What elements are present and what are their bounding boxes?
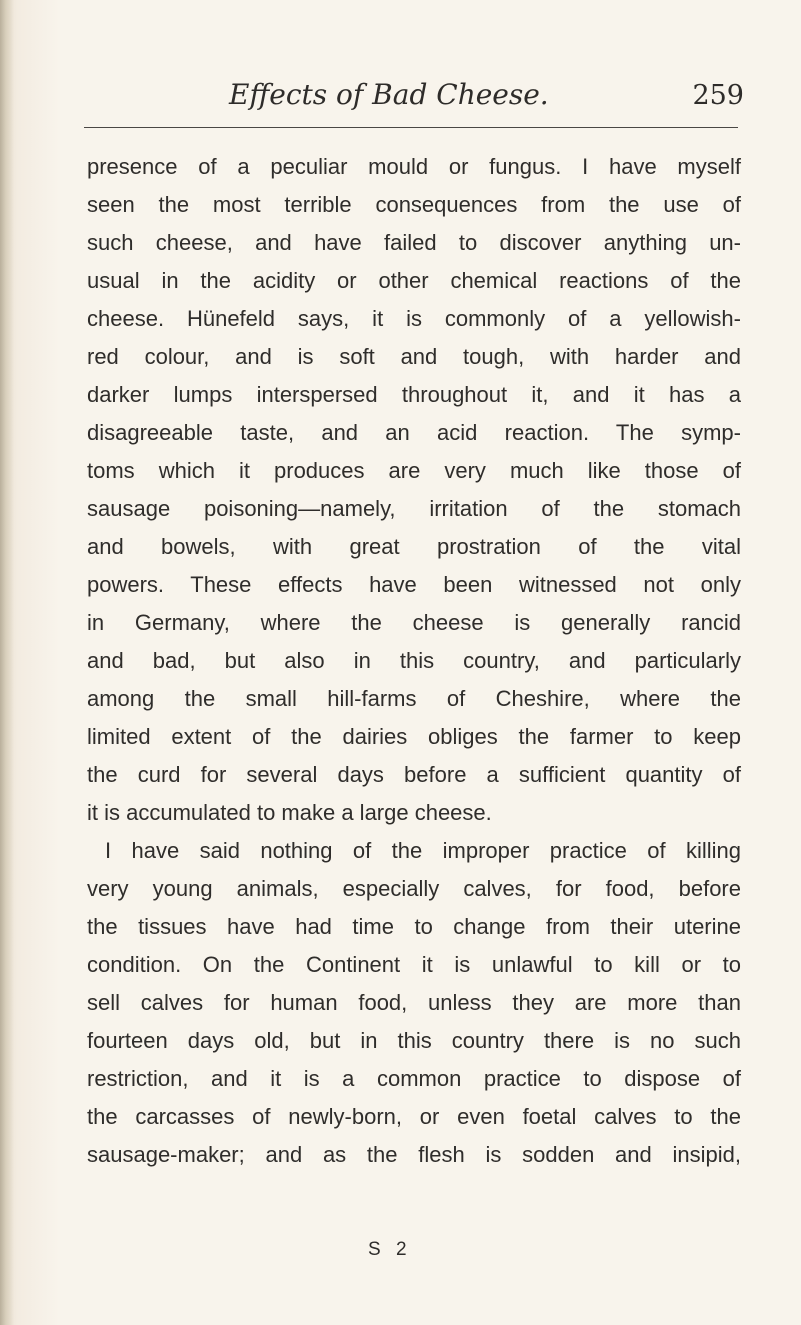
text-line: sausage poisoning—namely, irritation of the stomach — [87, 496, 741, 521]
body-text — [87, 148, 741, 1174]
text-line: it is accumulated to make a large cheese. — [87, 800, 492, 825]
header-rule — [84, 127, 738, 128]
text-line: very young animals, especially calves, for food, before — [87, 876, 741, 901]
text-line: fourteen days old, but in this country there is no such — [87, 1028, 741, 1053]
text-line: the carcasses of newly-born, or even foetal calves to the — [87, 1104, 741, 1129]
text-line: seen the most terrible consequences from the use of — [87, 192, 741, 217]
text-line: usual in the acidity or other chemical reactions of the — [87, 268, 741, 293]
text-line: among the small hill-farms of Cheshire, where the — [87, 686, 741, 711]
signature-mark: S 2 — [368, 1239, 412, 1260]
text-line: red colour, and is soft and tough, with harder and — [87, 344, 741, 369]
text-line: restriction, and it is a common practice to dispose of — [87, 1066, 741, 1091]
text-line: presence of a peculiar mould or fungus. I have myself — [87, 154, 741, 179]
text-line: sell calves for human food, unless they are more than — [87, 990, 741, 1015]
text-line: disagreeable taste, and an acid reaction. The symp- — [87, 420, 741, 445]
text-line: limited extent of the dairies obliges the farmer to keep — [87, 724, 741, 749]
text-line: such cheese, and have failed to discover anything un- — [87, 230, 741, 255]
running-head — [86, 78, 756, 122]
text-line: sausage-maker; and as the flesh is sodden and insipid, — [87, 1142, 741, 1167]
text-line: the curd for several days before a sufficient quantity of — [87, 762, 741, 787]
text-line: cheese. Hünefeld says, it is commonly of a yellowish- — [87, 306, 741, 331]
text-line: I have said nothing of the improper practice of killing — [105, 838, 741, 863]
text-line: toms which it produces are very much like those of — [87, 458, 741, 483]
text-line: and bad, but also in this country, and particularly — [87, 648, 741, 673]
text-line: in Germany, where the cheese is generally rancid — [87, 610, 741, 635]
text-line: the tissues have had time to change from their uterine — [87, 914, 741, 939]
text-line: and bowels, with great prostration of the vital — [87, 534, 741, 559]
page-number: 259 — [692, 80, 744, 111]
running-title: Effects of Bad Cheese. — [229, 78, 549, 111]
text-line: powers. These effects have been witnessed not only — [87, 572, 741, 597]
binding-gutter — [0, 0, 14, 1325]
text-line: condition. On the Continent it is unlawful to kill or to — [87, 952, 741, 977]
text-line: darker lumps interspersed throughout it, and it has a — [87, 382, 741, 407]
